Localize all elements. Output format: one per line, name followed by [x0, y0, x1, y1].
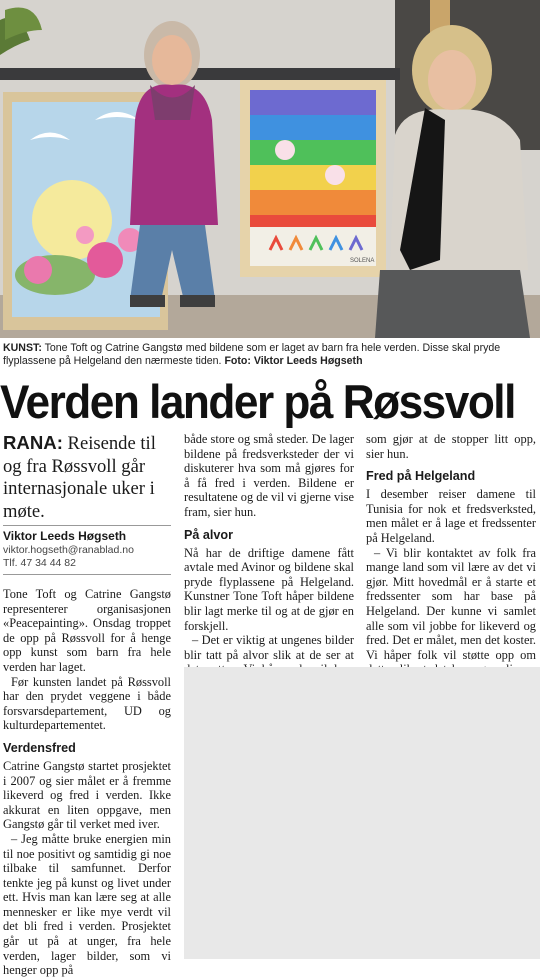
- subheading-fred-pa-helgeland: Fred på Helgeland: [366, 469, 476, 484]
- empty-ad-space: [184, 667, 540, 959]
- col3-paragraph-1: som gjør at de stopper litt opp, sier hun.: [366, 432, 536, 461]
- byline-phone: Tlf. 47 34 44 82: [3, 557, 76, 569]
- lead-kicker: RANA:: [3, 432, 63, 453]
- byline: [3, 525, 171, 575]
- lead-text: Reisende til og fra Røssvoll går internasjonale uker i møte.: [3, 433, 156, 522]
- painting-right: [240, 80, 386, 277]
- column-2: [184, 432, 354, 706]
- photo-illustration: [0, 0, 540, 338]
- col2-paragraph-2: Nå har de driftige damene fått avtale med Avinor og bildene skal pryde flyplassene på Helgeland. Kunstner Tone Toft håper bildene blir lagt merke til og at de gjør en forskjell.: [184, 545, 354, 633]
- byline-name: Viktor Leeds Høgseth: [3, 529, 127, 543]
- subheading-pa-alvor: På alvor: [184, 527, 234, 542]
- byline-email[interactable]: viktor.hogseth@ranablad.no: [3, 544, 134, 556]
- col2-paragraph-1: både store og små steder. De lager bildene på fredsverksteder der vi diskuterer hva som må gjøres for å få fred i verden. Bildene er resultatene og de vil vi gjerne vise fram, sier hun.: [184, 432, 354, 519]
- article-lead: [3, 432, 171, 523]
- photo-caption: [0, 340, 537, 368]
- col1-paragraph-1: Tone Toft og Catrine Gangstø representerer organisasjonen «Peacepainting». Onsdag troppet de opp på Røssvoll for å henge opp kunst som barn fra hele verden har laget.: [3, 587, 171, 674]
- col3-paragraph-2: I desember reiser damene til Tunisia for nok et fredsverksted, men målet er å lage et fredssenter på Helgeland.: [366, 487, 536, 545]
- column-3: [366, 432, 536, 692]
- caption-credit: Foto: Viktor Leeds Høgseth: [224, 355, 363, 367]
- subheading-verdensfred: Verdensfred: [3, 740, 76, 755]
- col1-paragraph-2: Før kunsten landet på Røssvoll har den prydet veggene i både forsvarsdepartement, UD og kulturdepartementet.: [3, 674, 171, 733]
- col1-paragraph-4: – Jeg måtte bruke energien min til noe positivt og samtidig gi noe tilbake til samfunnet. Derfor tenkte jeg på kunst og livet under ett. Hvis man kan lære seg at alle mennesker er like mye verdt vil det bli fred i verden. Prosjektet går ut på at unger, fra hele verden, lager bilder, som vi henger opp på: [3, 831, 171, 978]
- col1-paragraph-3: Catrine Gangstø startet prosjektet i 2007 og sier målet er å fremme likeverd og fred i verden. Ikke akkurat en liten oppgave, men Gangstø går til verket med iver.: [3, 758, 171, 832]
- col2-paragraph-3: – Det er viktig at ungenes bilder blir tatt på alvor slik at de ser at: [184, 633, 354, 662]
- article-photo: [0, 0, 540, 338]
- caption-text: Tone Toft og Catrine Gangstø med bildene som er laget av barn fra hele verden. Disse skal pryde flyplassene på Helgeland den nærmeste tiden.: [3, 342, 501, 367]
- col3-paragraph-3: – Vi blir kontaktet av folk fra mange land som vil lære av det vi gjør. Mitt hovedmål er å starte et fredssenter som har base på Helgeland. Der kunne vi samlet alle som vil jobbe for likeverd og fred. Det er målet, men det koster. Vi håper folk vil støtte opp om: [366, 545, 536, 662]
- column-1: [3, 432, 171, 978]
- caption-label: KUNST:: [3, 342, 42, 354]
- painting-signature: SOLENA: [350, 258, 375, 264]
- article-headline: Verden lander på Røssvoll: [0, 375, 515, 428]
